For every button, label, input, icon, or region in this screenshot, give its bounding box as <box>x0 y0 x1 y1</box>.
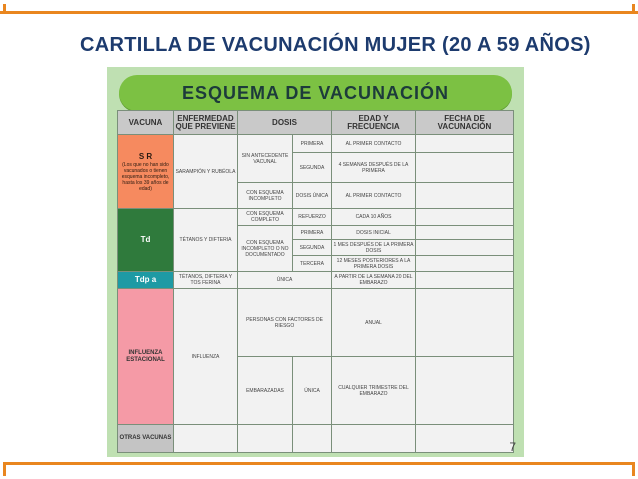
td-freq-3: 1 MES DESPUÉS DE LA PRIMERA DOSIS <box>333 241 414 254</box>
slide-title: CARTILLA DE VACUNACIÓN MUJER (20 A 59 AÑOS) <box>80 34 591 56</box>
vaccine-sr-note: (Los que no han sido vacunados o tienen esquema incompleto, hasta los 39 años de edad) <box>121 161 170 192</box>
date-cell <box>416 425 514 453</box>
date-cell <box>416 183 514 209</box>
sr-condition-1: SIN ANTECEDENTE VACUNAL <box>238 135 293 183</box>
sr-dose-3: DOSIS ÚNICA <box>293 183 332 209</box>
influenza-freq-1: ANUAL <box>332 289 416 357</box>
header-edad: EDAD Y FRECUENCIA <box>332 111 416 135</box>
sr-dose-2: SEGUNDA <box>293 153 332 183</box>
td-disease: TÉTANOS Y DIFTERIA <box>174 209 238 272</box>
banner-title: ESQUEMA DE VACUNACIÓN <box>181 83 449 103</box>
header-vacuna: VACUNA <box>118 111 174 135</box>
date-cell <box>416 153 514 183</box>
vaccine-sr-cell <box>118 135 174 209</box>
sr-freq-2: 4 SEMANAS DESPUÉS DE LA PRIMERA <box>332 153 416 183</box>
influenza-condition-2: EMBARAZADAS <box>238 357 293 425</box>
sr-freq-3: AL PRIMER CONTACTO <box>332 183 416 209</box>
sr-freq-1: AL PRIMER CONTACTO <box>332 135 416 153</box>
td-dose-4: TERCERA <box>293 256 332 272</box>
tdpa-disease: TÉTANOS, DIFTERIA Y TOS FERINA <box>174 272 238 289</box>
date-cell <box>416 272 514 289</box>
date-cell <box>416 357 514 425</box>
td-condition-2: CON ESQUEMA INCOMPLETO O NO DOCUMENTADO <box>238 226 293 272</box>
influenza-disease: INFLUENZA <box>174 289 238 425</box>
table-header-row <box>118 111 514 135</box>
blank-cell <box>238 425 293 453</box>
date-cell <box>416 289 514 357</box>
header-dosis: DOSIS <box>238 111 332 135</box>
date-cell <box>416 135 514 153</box>
td-dose-2: PRIMERA <box>293 226 332 240</box>
tdpa-dose: ÚNICA <box>238 272 332 289</box>
table-row <box>118 289 514 357</box>
sr-condition-2: CON ESQUEMA INCOMPLETO <box>238 183 293 209</box>
tdpa-freq: A PARTIR DE LA SEMANA 20 DEL EMBARAZO <box>332 272 416 289</box>
influenza-dose-2: ÚNICA <box>293 357 332 425</box>
td-dose-3: SEGUNDA <box>293 240 332 256</box>
td-dose-1: REFUERZO <box>293 209 332 226</box>
vaccine-tdpa-name: Tdp a <box>118 272 174 289</box>
table-row <box>118 209 514 226</box>
schedule-banner <box>119 75 512 111</box>
top-frame-line <box>0 0 638 14</box>
vaccination-table <box>117 110 514 453</box>
header-fecha: FECHA DE VACUNACIÓN <box>416 111 514 135</box>
sr-disease: SARAMPIÓN Y RUBÉOLA <box>174 135 238 209</box>
vaccination-card-image <box>107 67 524 457</box>
date-cell <box>416 256 514 272</box>
td-freq-2: DOSIS INICIAL <box>332 226 416 240</box>
bottom-frame-line <box>3 462 635 476</box>
td-condition-1: CON ESQUEMA COMPLETO <box>238 209 293 226</box>
td-freq-4: 12 MESES POSTERIORES A LA PRIMERA DOSIS <box>332 256 416 272</box>
vaccine-otras-name: OTRAS VACUNAS <box>118 425 174 453</box>
blank-cell <box>293 425 332 453</box>
influenza-condition-1: PERSONAS CON FACTORES DE RIESGO <box>238 289 332 357</box>
vaccine-sr-name: S R <box>138 151 153 161</box>
table-row <box>118 135 514 153</box>
page-number: 7 <box>509 440 516 454</box>
vaccine-influenza-name: INFLUENZA ESTACIONAL <box>118 289 174 425</box>
influenza-freq-2: CUALQUIER TRIMESTRE DEL EMBARAZO <box>332 357 416 425</box>
blank-cell <box>332 425 416 453</box>
sr-dose-1: PRIMERA <box>293 135 332 153</box>
date-cell <box>416 226 514 240</box>
table-row <box>118 272 514 289</box>
table-row <box>118 425 514 453</box>
vaccine-td-name: Td <box>118 209 174 272</box>
date-cell <box>416 209 514 226</box>
blank-cell <box>174 425 238 453</box>
td-freq-1: CADA 10 AÑOS <box>332 209 416 226</box>
date-cell <box>416 240 514 256</box>
header-enfermedad: ENFERMEDAD QUE PREVIENE <box>174 111 238 135</box>
